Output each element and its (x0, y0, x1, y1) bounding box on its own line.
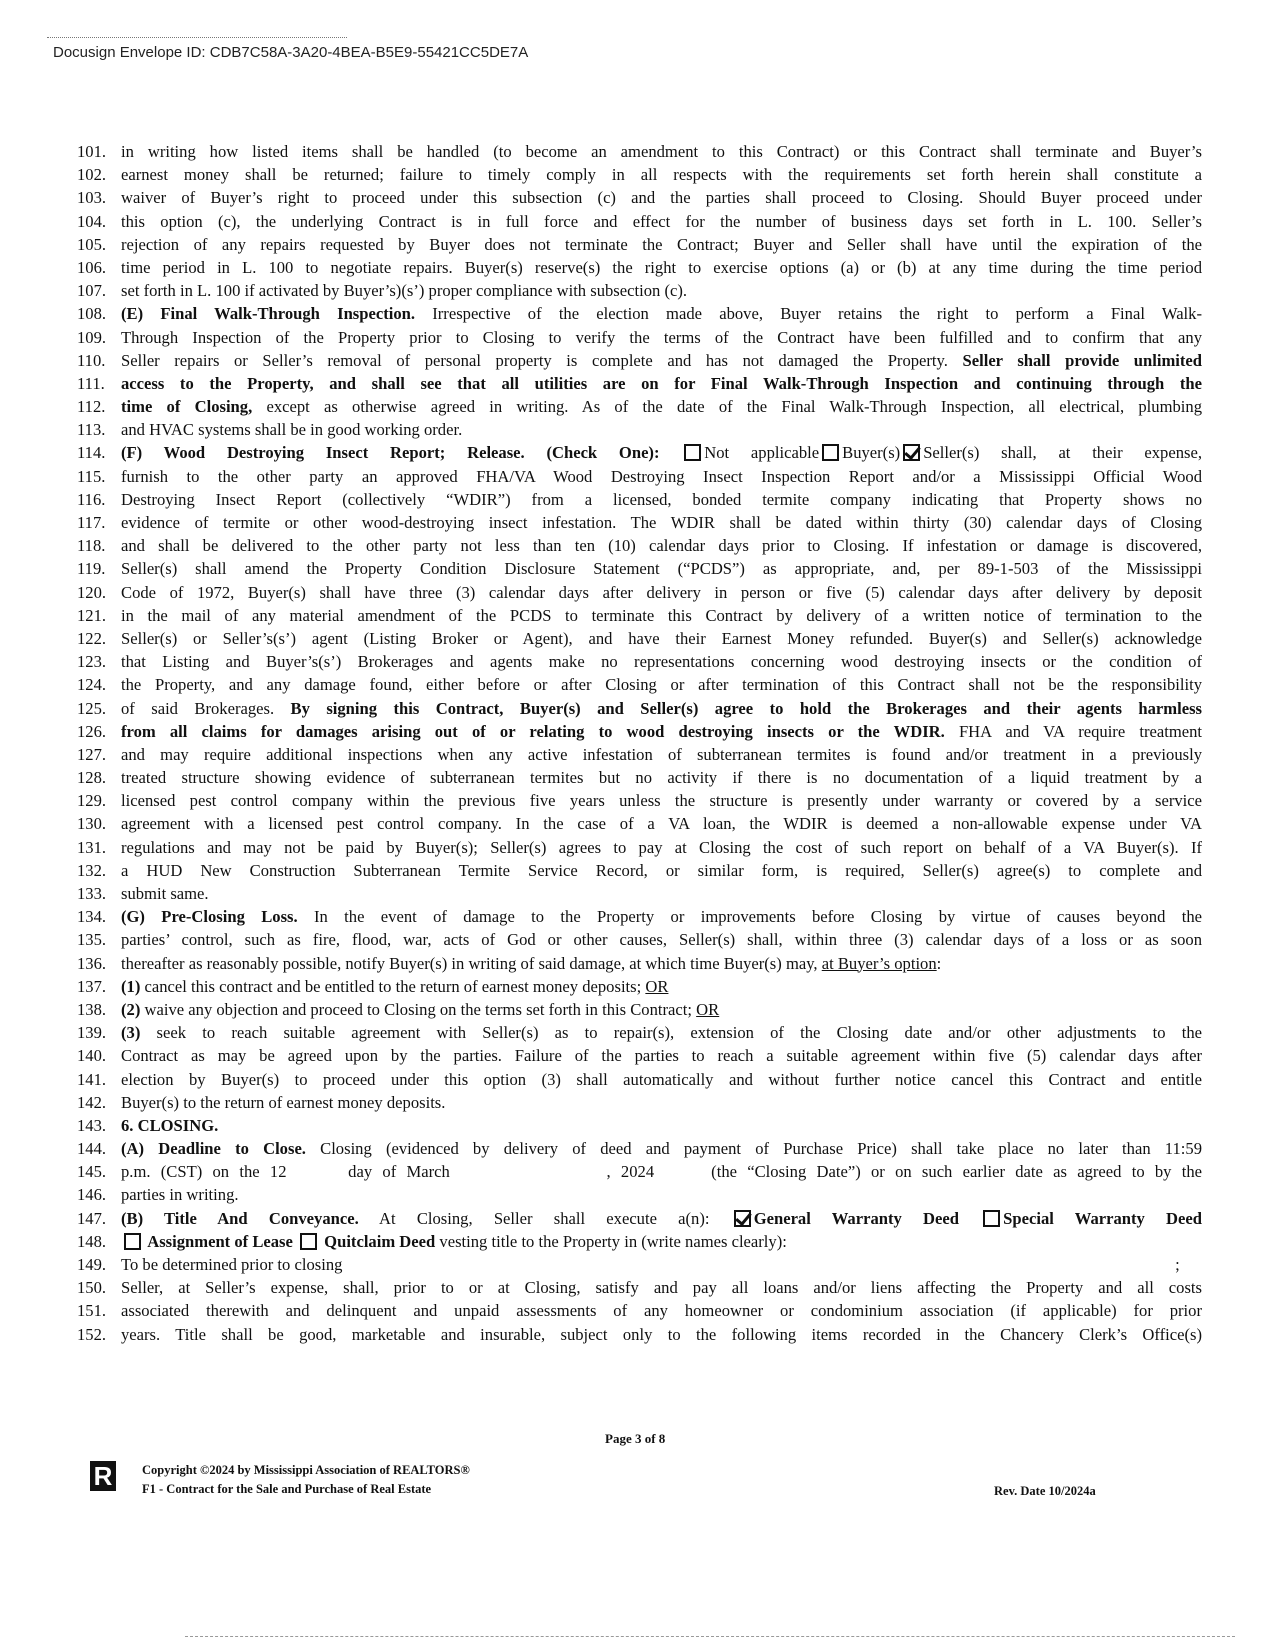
text-run: and may require additional inspections when any active infestation of subterranean termites is found and/or treatment in a previously (121, 744, 1202, 764)
line-number: 117. (77, 513, 106, 532)
line-text (121, 1323, 1202, 1346)
line-text (121, 1299, 1202, 1322)
text-run: and shall be delivered to the other party not less than ten (10) calendar days prior to Closing. If infestation or damage is discovered, (121, 536, 1202, 556)
contract-line (77, 256, 1202, 279)
special-warranty-deed-checkbox[interactable] (983, 1210, 1000, 1227)
line-text (121, 604, 1202, 627)
contract-line (77, 650, 1202, 673)
contract-line (77, 1230, 1202, 1253)
line-text (121, 395, 1202, 418)
contract-line (77, 233, 1202, 256)
line-text (121, 859, 1202, 882)
line-text (121, 465, 1202, 488)
line-number: 105. (77, 234, 107, 254)
contract-line (77, 395, 1202, 418)
text-run: and HVAC systems shall be in good working order. (121, 420, 463, 440)
text-run: years. Title shall be good, marketable and insurable, subject only to the following items recorded in the Chancery Clerk’s Office(s) (121, 1324, 1202, 1344)
wdir-seller-label: Seller(s) shall, at their expense, (923, 443, 1202, 463)
contract-line (77, 1160, 1202, 1183)
line-number: 121. (77, 605, 107, 625)
line-text (121, 1230, 1202, 1253)
line-text (121, 998, 1202, 1021)
line-number: 125. (77, 698, 107, 718)
text-run: agreement with a licensed pest control company. In the case of a VA loan, the WDIR is deemed a non-allowable expense under VA (121, 814, 1202, 834)
contract-line (77, 210, 1202, 233)
quitclaim-deed-label: Quitclaim Deed (320, 1231, 440, 1251)
contract-line (77, 302, 1202, 325)
line-number: 114. (77, 443, 106, 463)
line-number: 120. (77, 582, 107, 602)
line-text (121, 789, 1202, 812)
closing-date-prefix: p.m. (CST) on the (121, 1162, 270, 1182)
line-number: 115. (77, 466, 106, 486)
wdir-not-applicable-checkbox[interactable] (684, 444, 701, 461)
general-warranty-deed-checkbox[interactable] (734, 1210, 751, 1227)
contract-line (77, 1253, 1202, 1276)
line-text (121, 256, 1202, 279)
line-number: 131. (77, 837, 107, 857)
line-text (121, 1253, 1202, 1276)
contract-line (77, 789, 1202, 812)
line-text (121, 952, 1202, 975)
contract-body (77, 140, 1202, 1346)
line-number: 139. (77, 1023, 107, 1043)
bold-heading: (G) Pre-Closing Loss. (121, 907, 298, 927)
contract-line (77, 1068, 1202, 1091)
line-text (121, 766, 1202, 789)
line-number: 135. (77, 930, 107, 950)
line-text (121, 279, 1202, 302)
line-number: 145. (77, 1162, 107, 1182)
contract-line (77, 418, 1202, 441)
wdir-not-applicable-label: Not applicable (704, 443, 820, 463)
line-number: 129. (77, 791, 107, 811)
text-run: associated therewith and delinquent and unpaid assessments of any homeowner or condominium association (if applicable) for prior (121, 1301, 1202, 1321)
line-text (121, 534, 1202, 557)
line-text (121, 673, 1202, 696)
line-text (121, 1137, 1202, 1160)
bold-heading: (2) (121, 999, 141, 1019)
bold-heading: time of Closing, (121, 397, 253, 417)
line-text (121, 349, 1202, 372)
text-run: licensed pest control company within the previous five years unless the structure is presently under warranty or covered by a service (121, 791, 1202, 811)
assignment-of-lease-label: Assignment of Lease (144, 1231, 298, 1251)
contract-line (77, 836, 1202, 859)
text-run: election by Buyer(s) to proceed under this option (3) shall automatically and without further notice cancel this Contract and entitle (121, 1069, 1202, 1089)
line-text (121, 326, 1202, 349)
copyright-notice: Copyright ©2024 by Mississippi Association of REALTORS® (142, 1463, 470, 1477)
text-run: Seller(s) shall amend the Property Condition Disclosure Statement (“PCDS”) as appropriate, and, per 89-1-503 of the Mississippi (121, 559, 1202, 579)
contract-line (77, 928, 1202, 951)
text-run: in the mail of any material amendment of the PCDS to terminate this Contract by delivery of a written notice of termination to the (121, 605, 1202, 625)
contract-line (77, 998, 1202, 1021)
text-run: furnish to the other party an approved FHA/VA Wood Destroying Insect Inspection Report and/or a Mississippi Official Wood (121, 466, 1202, 486)
line-text (121, 1276, 1202, 1299)
revision-date: Rev. Date 10/2024a (994, 1484, 1096, 1498)
closing-year-field[interactable]: 2024 (621, 1160, 701, 1183)
line-number: 149. (77, 1255, 107, 1274)
closing-date-mid: day of (337, 1162, 407, 1182)
line-text (121, 140, 1202, 163)
contract-line (77, 465, 1202, 488)
contract-line (77, 1114, 1202, 1137)
text-run: set forth in L. 100 if activated by Buyer’s)(s’) proper compliance with subsection (c). (121, 281, 688, 301)
line-text (121, 511, 1202, 534)
contract-line (77, 186, 1202, 209)
contract-line (77, 766, 1202, 789)
line-text (121, 186, 1202, 209)
wdir-heading: (F) Wood Destroying Insect Report; Release. (Check One): (121, 443, 682, 463)
title-conveyance-intro: At Closing, Seller shall execute a(n): (358, 1208, 731, 1228)
contract-line (77, 534, 1202, 557)
line-text (121, 905, 1202, 928)
contract-line (77, 1021, 1202, 1044)
line-number: 143. (77, 1115, 107, 1135)
title-conveyance-heading: (B) Title And Conveyance. (121, 1208, 359, 1228)
line-text (121, 372, 1202, 395)
underlined-text: OR (645, 976, 669, 996)
bold-heading: (3) (121, 1023, 141, 1043)
line-text (121, 1160, 1202, 1183)
vesting-names-field[interactable]: To be determined prior to closing (121, 1253, 1171, 1276)
contract-line (77, 673, 1202, 696)
line-number: 130. (77, 814, 107, 834)
text-run: Seller repairs or Seller’s removal of personal property is complete and has not damaged the Property. (121, 350, 963, 370)
line-number: 110. (77, 350, 106, 370)
realtor-logo: R (90, 1461, 116, 1491)
line-text (121, 581, 1202, 604)
quitclaim-deed-checkbox[interactable] (300, 1233, 317, 1250)
contract-line (77, 163, 1202, 186)
line-text (121, 210, 1202, 233)
bold-heading: (A) Deadline to Close. (121, 1139, 306, 1159)
text-run: Contract as may be agreed upon by the parties. Failure of the parties to reach a suitable agreement within five (5) calendar days after (121, 1046, 1202, 1066)
text-run: regulations and may not be paid by Buyer(s); Seller(s) agrees to pay at Closing the cost of such report on behalf of a VA Buyer(s). If (121, 837, 1202, 857)
text-run: in writing how listed items shall be handled (to become an amendment to this Contract) or this Contract shall terminate and Buyer’s (121, 142, 1202, 161)
line-number: 122. (77, 628, 107, 648)
contract-line (77, 1091, 1202, 1114)
line-text (121, 1091, 1202, 1114)
special-warranty-deed-label: Special Warranty Deed (1003, 1208, 1202, 1228)
line-number: 103. (77, 188, 107, 208)
line-text (121, 720, 1202, 743)
contract-line (77, 511, 1202, 534)
text-run: FHA and VA require treatment (944, 721, 1202, 741)
line-number: 140. (77, 1046, 107, 1066)
line-number: 101. (77, 142, 107, 161)
text-run: Closing (evidenced by delivery of deed and payment of Purchase Price) shall take place no later than 11:59 (305, 1139, 1202, 1159)
line-number: 124. (77, 675, 107, 695)
line-number: 152. (77, 1324, 107, 1344)
text-run: treated structure showing evidence of subterranean termites but no activity if there is no documentation of a liquid treatment by a (121, 768, 1202, 788)
line-number: 134. (77, 907, 107, 927)
contract-line (77, 952, 1202, 975)
line-text (121, 233, 1202, 256)
text-run: Code of 1972, Buyer(s) shall have three (3) calendar days after delivery in person or five (5) calendar days after delivery by deposit (121, 582, 1202, 602)
bold-text: By signing this Contract, Buyer(s) and Seller(s) agree to hold the Brokerages and their agents harmless (290, 698, 1202, 718)
contract-line (77, 743, 1202, 766)
line-number: 151. (77, 1301, 107, 1321)
closing-day-field[interactable]: 12 (270, 1160, 338, 1183)
contract-line (77, 1323, 1202, 1346)
text-run: of said Brokerages. (121, 698, 291, 718)
line-number: 146. (77, 1185, 107, 1205)
contract-line (77, 975, 1202, 998)
bold-heading: 6. CLOSING. (121, 1115, 219, 1135)
line-text (121, 836, 1202, 859)
page-number: Page 3 of 8 (605, 1431, 666, 1446)
line-text (121, 163, 1202, 186)
underlined-text: OR (696, 999, 720, 1019)
contract-line (77, 1044, 1202, 1067)
line-number: 112. (77, 397, 106, 417)
bold-heading: access to the Property, and shall see that all utilities are on for Final Walk-Through Inspection and continuing through the (121, 373, 1202, 393)
line-number: 148. (77, 1231, 107, 1251)
bold-heading: (E) Final Walk-Through Inspection. (121, 304, 416, 324)
contract-line (77, 441, 1202, 464)
underlined-text: at Buyer’s option (821, 953, 937, 973)
text-run: Seller, at Seller’s expense, shall, prior to or at Closing, satisfy and pay all loans and/or liens affecting the Property and all costs (121, 1278, 1202, 1298)
bold-heading: (1) (121, 976, 141, 996)
line-number: 127. (77, 744, 107, 764)
text-run: the Property, and any damage found, either before or after Closing or after termination of this Contract shall not be the responsibility (121, 675, 1202, 695)
contract-line (77, 1276, 1202, 1299)
line-text (121, 302, 1202, 325)
line-number: 106. (77, 257, 107, 277)
line-number: 150. (77, 1278, 107, 1298)
vesting-instruction: vesting title to the Property in (write names clearly): (439, 1231, 787, 1251)
line-number: 128. (77, 768, 107, 788)
wdir-buyer-checkbox[interactable] (822, 444, 839, 461)
contract-line (77, 372, 1202, 395)
text-run: parties’ control, such as fire, flood, war, acts of God or other causes, Seller(s) shall, within three (3) calendar days of a loss or as soon (121, 930, 1202, 950)
contract-line (77, 557, 1202, 580)
line-number: 147. (77, 1208, 107, 1228)
wdir-buyer-label: Buyer(s) (842, 443, 901, 463)
contract-line (77, 488, 1202, 511)
line-number: 144. (77, 1139, 107, 1159)
line-text (121, 975, 1202, 998)
text-run: except as otherwise agreed in writing. As of the date of the Final Walk-Through Inspection, all electrical, plumbing (252, 397, 1202, 417)
bottom-rule (185, 1636, 1235, 1637)
contract-line (77, 581, 1202, 604)
line-number: 118. (77, 536, 106, 556)
line-text (121, 1021, 1202, 1044)
contract-line (77, 1207, 1202, 1230)
contract-line (77, 279, 1202, 302)
semicolon: ; (1171, 1255, 1180, 1274)
line-number: 119. (77, 559, 106, 579)
text-run: parties in writing. (121, 1185, 239, 1205)
line-number: 138. (77, 999, 107, 1019)
assignment-of-lease-checkbox[interactable] (124, 1233, 141, 1250)
line-number: 141. (77, 1069, 107, 1089)
text-run: waive any objection and proceed to Closing on the terms set forth in this Contract; (140, 999, 697, 1019)
line-number: 132. (77, 860, 107, 880)
contract-line (77, 326, 1202, 349)
text-run: this option (c), the underlying Contract is in full force and effect for the number of business days set forth in L. 100. Seller’s (121, 211, 1202, 231)
form-title: F1 - Contract for the Sale and Purchase of Real Estate (142, 1482, 432, 1496)
text-run: seek to reach suitable agreement with Seller(s) as to repair(s), extension of the Closing date and/or other adjustments to the (140, 1023, 1202, 1043)
line-number: 109. (77, 327, 107, 347)
line-number: 126. (77, 721, 107, 741)
line-text (121, 812, 1202, 835)
line-number: 107. (77, 281, 107, 301)
line-number: 108. (77, 304, 107, 324)
text-run: a HUD New Construction Subterranean Termite Service Record, or similar form, is required, Seller(s) agree(s) to complete and (121, 860, 1202, 880)
contract-line (77, 604, 1202, 627)
line-text (121, 743, 1202, 766)
line-number: 111. (77, 373, 105, 393)
text-run: cancel this contract and be entitled to the return of earnest money deposits; (140, 976, 646, 996)
contract-line (77, 859, 1202, 882)
text-run: evidence of termite or other wood-destroying insect infestation. The WDIR shall be dated within thirty (30) calendar days of Closing (121, 513, 1202, 532)
contract-line (77, 882, 1202, 905)
contract-line (77, 720, 1202, 743)
line-number: 104. (77, 211, 107, 231)
line-number: 116. (77, 489, 106, 509)
text-run: In the event of damage to the Property or improvements before Closing by virtue of causes beyond the (297, 907, 1202, 927)
text-run: submit same. (121, 884, 209, 903)
text-run: thereafter as reasonably possible, notify Buyer(s) in writing of said damage, at which time Buyer(s) may, (121, 953, 822, 973)
text-run: Buyer(s) to the return of earnest money deposits. (121, 1092, 446, 1112)
line-number: 136. (77, 953, 107, 973)
text-run: time period in L. 100 to negotiate repairs. Buyer(s) reserve(s) the right to exercise options (a) or (b) at any time during the time period (121, 257, 1202, 277)
text-run: earnest money shall be returned; failure to timely comply in all respects with the requirements set forth herein shall constitute a (121, 165, 1202, 185)
text-run: Seller(s) or Seller’s(s’) agent (Listing Broker or Agent), and have their Earnest Money refunded. Buyer(s) and Seller(s) acknowledge (121, 628, 1202, 648)
contract-line (77, 697, 1202, 720)
line-text (121, 627, 1202, 650)
text-run: that Listing and Buyer’s(s’) Brokerages and agents make no representations concerning wood destroying insects or the condition of (121, 652, 1202, 672)
contract-line (77, 349, 1202, 372)
line-number: 102. (77, 165, 107, 185)
contract-line (77, 1183, 1202, 1206)
line-text (121, 418, 1202, 441)
line-text (121, 697, 1202, 720)
docusign-envelope-id: Docusign Envelope ID: CDB7C58A-3A20-4BEA-B5E9-55421CC5DE7A (53, 44, 529, 61)
contract-line (77, 627, 1202, 650)
bold-text: Seller shall provide unlimited (962, 350, 1202, 370)
line-number: 133. (77, 884, 107, 903)
contract-line (77, 1299, 1202, 1322)
text-run: Through Inspection of the Property prior to Closing to verify the terms of the Contract have been fulfilled and to confirm that any (121, 327, 1202, 347)
text-run: rejection of any repairs requested by Buyer does not terminate the Contract; Buyer and Seller shall have until the expiration of the (121, 234, 1202, 254)
line-text (121, 650, 1202, 673)
closing-month-field[interactable]: March (407, 1160, 607, 1183)
signature-verification-scribble (47, 37, 347, 42)
line-text (121, 1207, 1202, 1230)
line-text (121, 1044, 1202, 1067)
line-text (121, 557, 1202, 580)
wdir-seller-checkbox[interactable] (903, 444, 920, 461)
contract-line (77, 905, 1202, 928)
line-number: 142. (77, 1092, 107, 1112)
line-text (121, 928, 1202, 951)
general-warranty-deed-label: General Warranty Deed (753, 1208, 981, 1228)
line-text (121, 882, 1202, 905)
contract-line (77, 140, 1202, 163)
line-number: 123. (77, 652, 107, 672)
text-run: Irrespective of the election made above, Buyer retains the right to perform a Final Walk- (415, 304, 1202, 324)
comma: , (606, 1162, 621, 1182)
bold-heading: from all claims for damages arising out of or relating to wood destroying insects or the WDIR. (121, 721, 945, 741)
contract-line (77, 1137, 1202, 1160)
line-number: 137. (77, 976, 107, 996)
text-run: waiver of Buyer’s right to proceed under this subsection (c) and the parties shall proceed to Closing. Should Buyer proceed under (121, 188, 1202, 208)
line-number: 113. (77, 420, 106, 440)
line-text (121, 488, 1202, 511)
line-text (121, 1114, 1202, 1137)
contract-line (77, 812, 1202, 835)
line-text (121, 1068, 1202, 1091)
text-run: : (936, 953, 942, 973)
line-text (121, 1183, 1202, 1206)
closing-date-suffix: (the “Closing Date”) or on such earlier date as agreed to by the (700, 1162, 1202, 1182)
line-text (121, 441, 1202, 464)
text-run: Destroying Insect Report (collectively “WDIR”) from a licensed, bonded termite company indicating that Property shows no (121, 489, 1202, 509)
